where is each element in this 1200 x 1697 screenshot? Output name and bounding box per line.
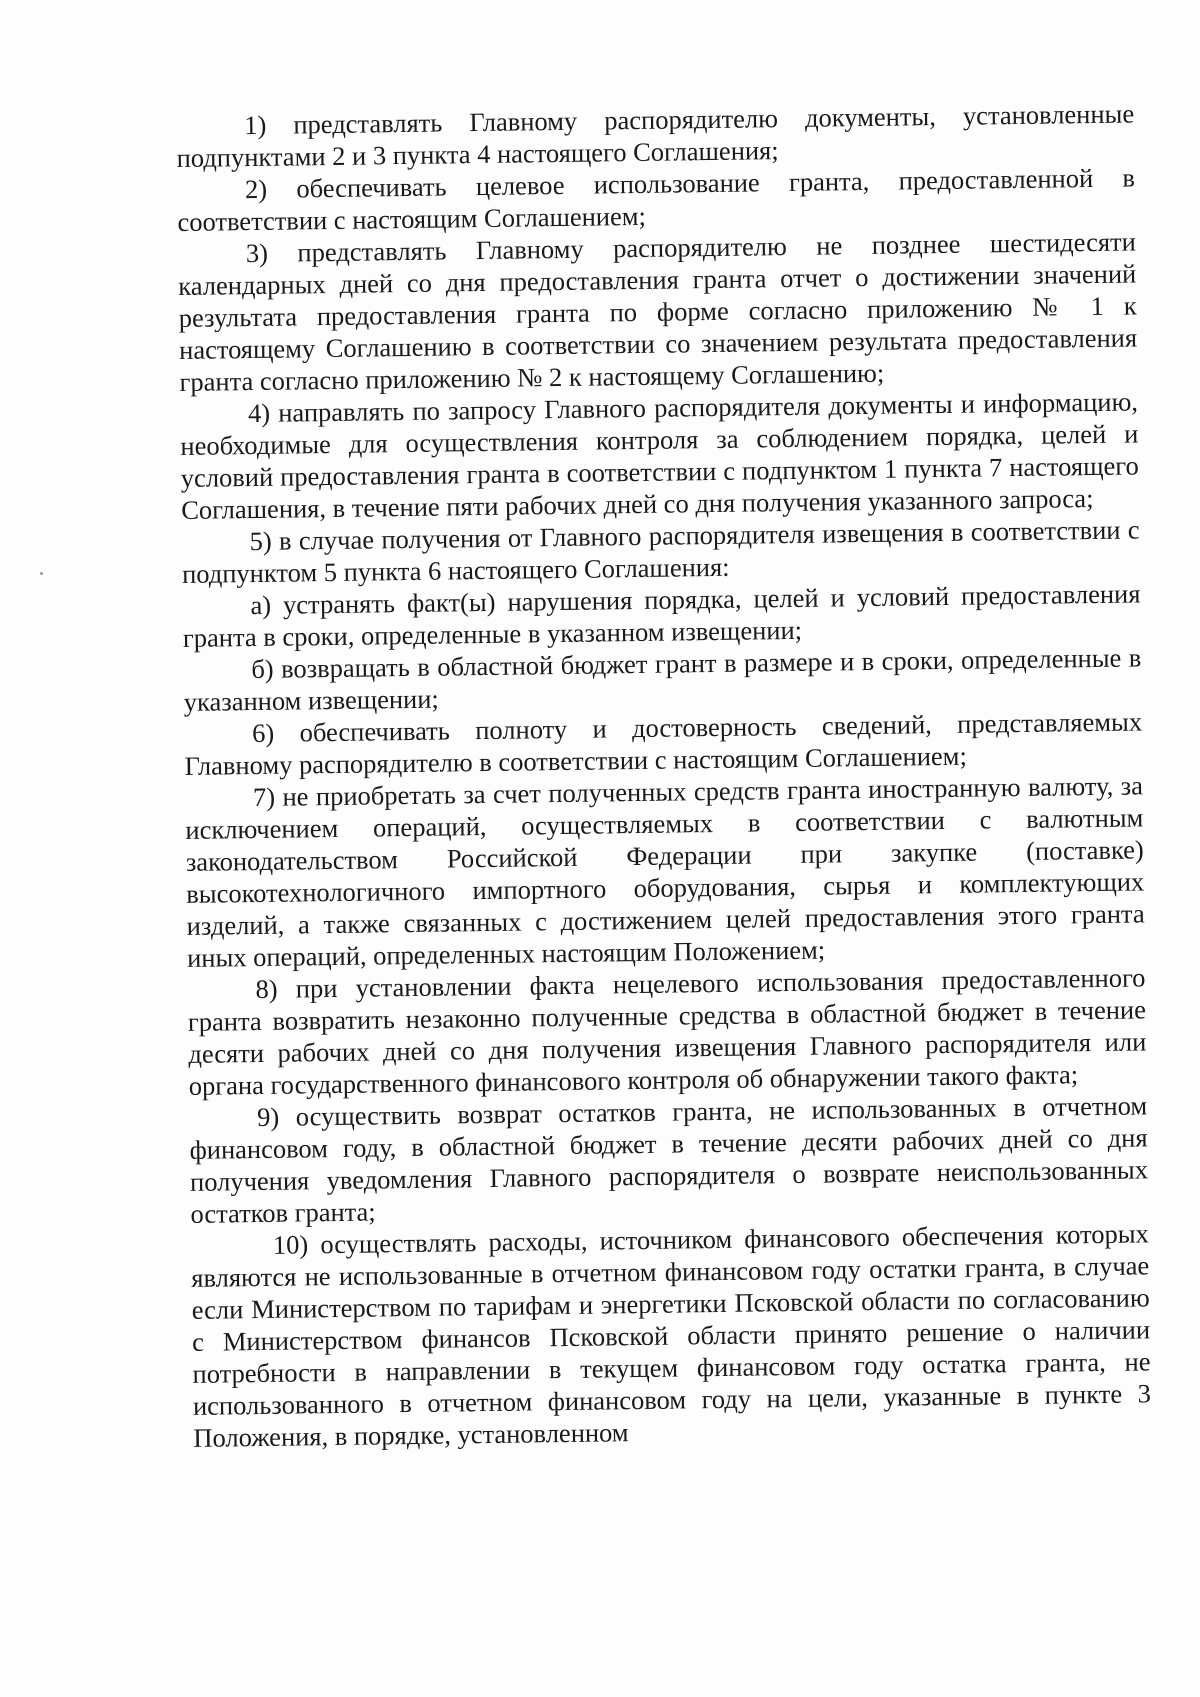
paragraph-item-9: 9) осуществить возврат остатков гранта, не использованных в отчетном финансовом году, в областной бюджет в течение десяти рабочих дней со дня получения уведомления Главного распорядителя о возврате неиспользованных остатков гранта; [189,1090,1149,1229]
paragraph-item-5: 5) в случае получения от Главного распорядителя извещения в соответствии с подпунктом 5 пункта 6 настоящего Соглашения: [181,514,1140,589]
paragraph-item-3: 3) представлять Главному распорядителю не позднее шестидесяти календарных дней со дня предоставления гранта отчет о достижении значений результата предоставления гранта по форме согласно приложению № 1 к настоящему Соглашению в соответствии со значением результата предоставления гранта согласно приложению № 2 к настоящему Соглашению; [178,226,1138,397]
paragraph-item-6: 6) обеспечивать полноту и достоверность сведений, представляемых Главному распорядителю в соответствии с настоящим Соглашением; [184,706,1143,781]
paragraph-item-7: 7) не приобретать за счет полученных средств гранта иностранную валюту, за исключением операций, осуществляемых в соответствии с валютным законодательством Российской Федерации при закупке (поставке) высокотехнологичного импортного оборудования, сырья и комплектующих изделий, а также связанных с достижением целей предоставления этого гранта иных операций, определенных настоящим Положением; [185,770,1145,973]
paragraph-item-2: 2) обеспечивать целевое использование гранта, предоставленной в соответствии с настоящим Соглашением; [177,162,1136,237]
paragraph-subitem-b: б) возвращать в областной бюджет грант в размере и в сроки, определенные в указанном извещении; [183,642,1142,717]
document-body [176,97,1152,1453]
paragraph-item-4: 4) направлять по запросу Главного распорядителя документы и информацию, необходимые для осуществления контроля за соблюдением порядка, целей и условий предоставления гранта в соответствии с подпунктом 1 пункта 7 настоящего Соглашения, в течение пяти рабочих дней со дня получения указанного запроса; [180,386,1139,525]
scan-speck [40,572,43,575]
paragraph-item-1: 1) представлять Главному распорядителю документы, установленные подпунктами 2 и 3 пункта 4 настоящего Соглашения; [176,98,1135,173]
paragraph-subitem-a: а) устранять факт(ы) нарушения порядка, целей и условий предоставления гранта в сроки, определенные в указанном извещении; [182,578,1141,653]
paragraph-item-8: 8) при установлении факта нецелевого использования предоставленного гранта возвратить незаконно полученные средства в областной бюджет в течение десяти рабочих дней со дня получения извещения Главного распорядителя или органа государственного финансового контроля об обнаружении такого факта; [187,962,1147,1101]
paragraph-item-10: 10) осуществлять расходы, источником финансового обеспечения которых являются не использованные в отчетном финансовом году остатки гранта, в случае если Министерством по тарифам и энергетики Псковской области по согласованию с Министерством финансов Псковской области принято решение о наличии потребности в направлении в текущем финансовом году остатка гранта, не использованного в отчетном финансовом году на цели, указанные в пункте 3 Положения, в порядке, установленном [191,1218,1152,1453]
